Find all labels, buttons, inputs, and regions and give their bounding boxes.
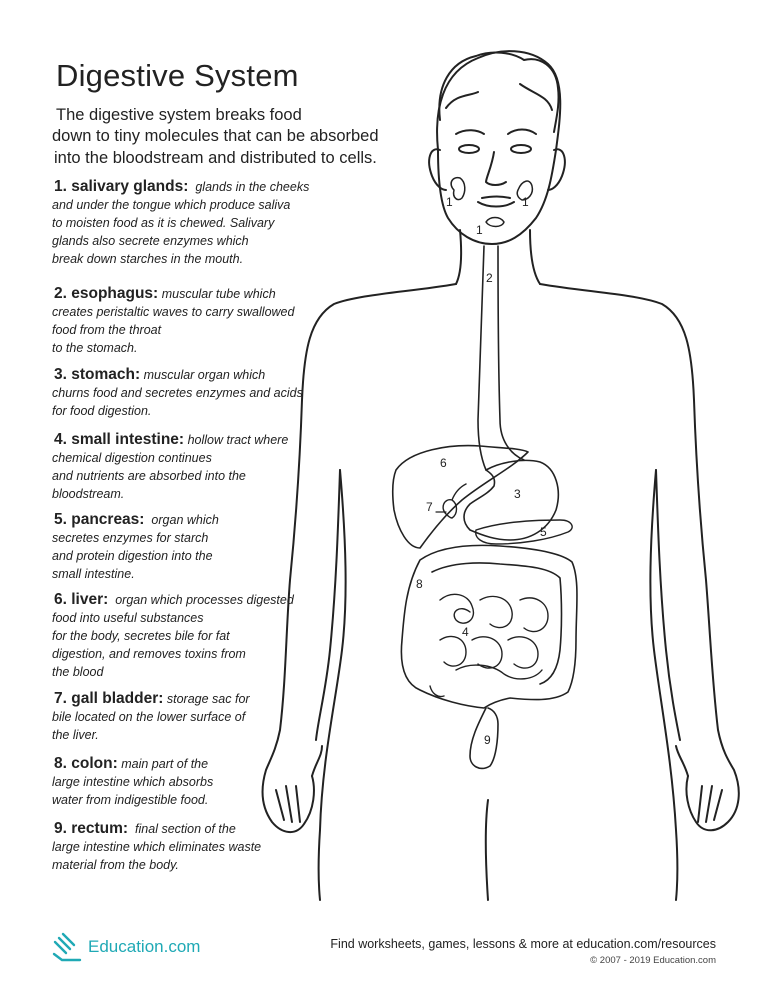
definition-text: organ which processes digested [115,593,294,607]
definition-text: bile located on the lower surface of [52,710,246,724]
neck-right [530,230,540,284]
definition-text: the blood [52,665,104,679]
copyright-text: © 2007 - 2019 Education.com [590,955,716,966]
definition-text: final section of the [135,822,236,836]
education-logo[interactable] [50,931,200,963]
small-intestine-organ [440,594,548,679]
definition-text: and protein digestion into the [52,549,213,563]
definition-text: food from the throat [52,323,162,337]
term-label: 2. esophagus: [54,285,159,302]
definition-text: bloodstream. [52,487,125,501]
label-stomach: 3 [514,487,521,501]
label-cheek-right: 1 [522,195,529,209]
label-cheek-left: 1 [446,195,453,209]
definition-text: small intestine. [52,567,135,581]
definition-text: break down starches in the mouth. [52,252,244,266]
right-arm-inner [656,470,688,776]
torso-right [650,470,677,900]
brow-right [508,130,536,135]
definition-text: for the body, secretes bile for fat [52,629,230,643]
definition-text: large intestine which absorbs [52,775,214,789]
term-label: 4. small intestine: [54,431,185,448]
colon-organ [401,545,577,708]
eye-right [511,145,531,153]
pancreas-organ [476,520,572,544]
neck-left [456,230,461,284]
term-label: 8. colon: [54,755,118,772]
term-label: 7. gall bladder: [54,690,164,707]
leg-division [486,800,488,900]
torso-left [319,470,346,900]
brow-left [456,130,484,134]
definition-text: material from the body. [52,858,179,872]
definition-text: storage sac for [166,692,250,706]
right-hand-fingers [698,786,722,822]
definition-text: the liver. [52,728,99,742]
definition-text: glands also secrete enzymes which [52,234,249,248]
definition-text: food into useful substances [52,611,204,625]
nose [486,152,506,185]
definition-text: secretes enzymes for starch [52,531,209,545]
definition-text: to the stomach. [52,341,138,355]
hair-outline [439,53,558,132]
eye-left [459,145,479,153]
definition-text: churns food and secretes enzymes and acids [52,386,303,400]
definition-text: muscular organ which [143,368,266,382]
right-arm-outline [540,284,739,830]
footer-tagline: Find worksheets, games, lessons & more at education.com/resources [330,937,716,951]
label-liver: 6 [440,456,447,470]
logo-text: Education.com [88,937,201,956]
label-esophagus: 2 [486,271,493,285]
gland-chin [486,218,504,227]
esophagus-organ [478,246,524,470]
term-label: 5. pancreas: [54,511,145,528]
definition-text: muscular tube which [161,287,276,301]
definition-text: for food digestion. [52,404,152,418]
definition-text: main part of the [121,757,209,771]
definition-text: large intestine which eliminates waste [52,840,262,854]
head-outline [437,51,560,244]
definition-text: and nutrients are absorbed into the [52,469,246,483]
definition-text: and under the tongue which produce saliva [52,198,291,212]
label-colon: 8 [416,577,423,591]
definition-text: hollow tract where [187,433,289,447]
definition-text: digestion, and removes toxins from [52,647,246,661]
gall-bladder-organ [443,484,466,518]
intro-line: into the bloodstream and distributed to cells. [54,149,377,167]
left-hand-fingers [276,786,300,822]
liver-organ [393,446,528,548]
left-arm-outline [263,284,456,832]
term-label: 3. stomach: [54,366,141,383]
definition-text: chemical digestion continues [52,451,212,465]
label-small-intestine: 4 [462,625,469,639]
term-label: 9. rectum: [54,820,129,837]
label-chin: 1 [476,223,483,237]
intro-line: The digestive system breaks food [56,106,302,124]
label-gall-bladder: 7 [426,500,433,514]
gland-left [451,178,465,200]
mouth [478,197,514,207]
definition-text: creates peristaltic waves to carry swallowed [52,305,295,319]
term-label: 1. salivary glands: [54,178,189,195]
definition-text: glands in the cheeks [195,180,310,194]
label-pancreas: 5 [540,525,547,539]
definition-text: organ which [151,513,219,527]
intro-line: down to tiny molecules that can be absorbed [52,127,379,145]
definition-text: water from indigestible food. [52,793,209,807]
education-logo-icon [50,932,84,962]
definition-text: to moisten food as it is chewed. Salivary [52,216,275,230]
page-title: Digestive System [56,58,299,93]
label-rectum: 9 [484,733,491,747]
term-label: 6. liver: [54,591,109,608]
left-arm-inner [312,470,340,776]
